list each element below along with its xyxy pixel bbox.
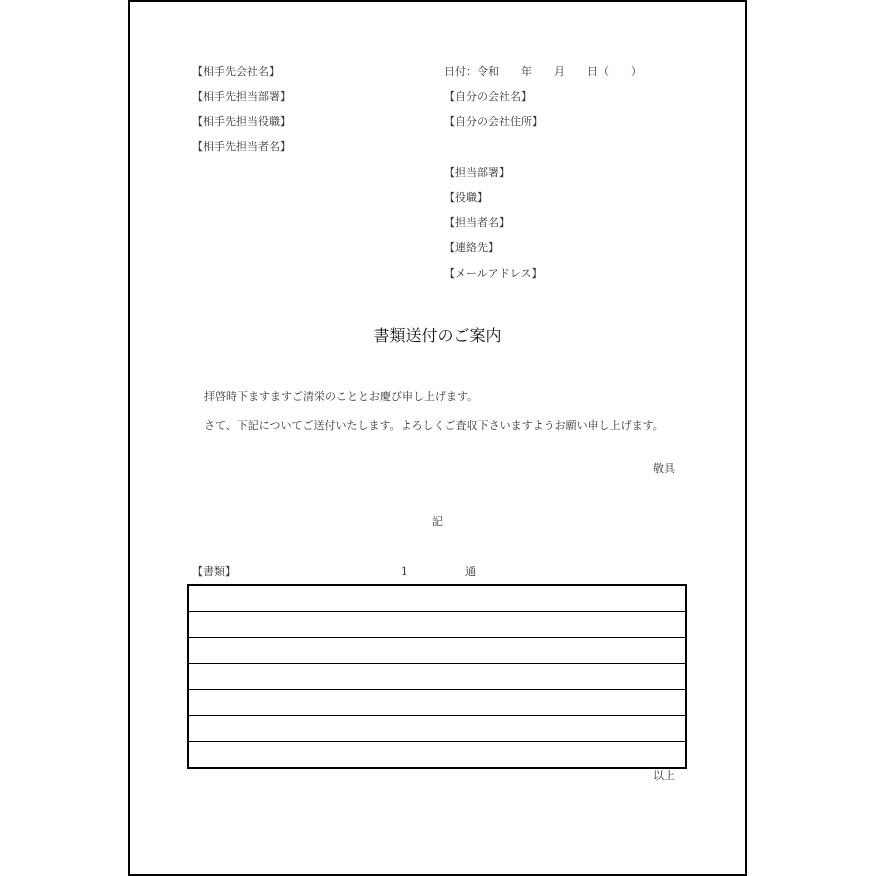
table-cell bbox=[188, 664, 686, 690]
sender-email: 【メールアドレス】 bbox=[444, 267, 543, 280]
table-cell bbox=[188, 716, 686, 742]
recipient-name: 【相手先担当者名】 bbox=[192, 140, 291, 153]
table-row bbox=[188, 716, 686, 742]
main-text: さて、下記についてご送付いたします。よろしくご査収下さいますようお願い申し上げます。 bbox=[204, 419, 664, 432]
document-title: 書類送付のご案内 bbox=[373, 326, 502, 345]
sender-contact: 【連絡先】 bbox=[444, 241, 499, 254]
documents-table bbox=[187, 584, 687, 769]
table-cell bbox=[188, 585, 686, 612]
table-row bbox=[188, 638, 686, 664]
table-cell bbox=[188, 638, 686, 664]
table-row bbox=[188, 585, 686, 612]
end-text: 以上 bbox=[653, 769, 675, 782]
table-row bbox=[188, 742, 686, 769]
sender-name: 【担当者名】 bbox=[444, 216, 510, 229]
sender-company: 【自分の会社名】 bbox=[444, 90, 532, 103]
table-row bbox=[188, 664, 686, 690]
table-row bbox=[188, 612, 686, 638]
sender-title: 【役職】 bbox=[444, 191, 488, 204]
documents-count: 1 bbox=[401, 565, 408, 578]
table-cell bbox=[188, 742, 686, 769]
ki-heading: 記 bbox=[432, 515, 443, 528]
sender-address: 【自分の会社住所】 bbox=[444, 115, 543, 128]
table-row bbox=[188, 690, 686, 716]
recipient-dept: 【相手先担当部署】 bbox=[192, 90, 291, 103]
closing-text: 敬具 bbox=[653, 462, 675, 475]
documents-unit: 通 bbox=[465, 565, 476, 578]
recipient-title: 【相手先担当役職】 bbox=[192, 115, 291, 128]
date-line: 日付：令和 年 月 日（ ） bbox=[444, 65, 642, 78]
recipient-company: 【相手先会社名】 bbox=[192, 65, 280, 78]
table-cell bbox=[188, 612, 686, 638]
document-page bbox=[128, 0, 747, 876]
greeting-text: 拝啓時下ますますご清栄のこととお慶び申し上げます。 bbox=[204, 390, 479, 403]
table-cell bbox=[188, 690, 686, 716]
sender-dept: 【担当部署】 bbox=[444, 166, 510, 179]
documents-label: 【書類】 bbox=[192, 565, 236, 578]
